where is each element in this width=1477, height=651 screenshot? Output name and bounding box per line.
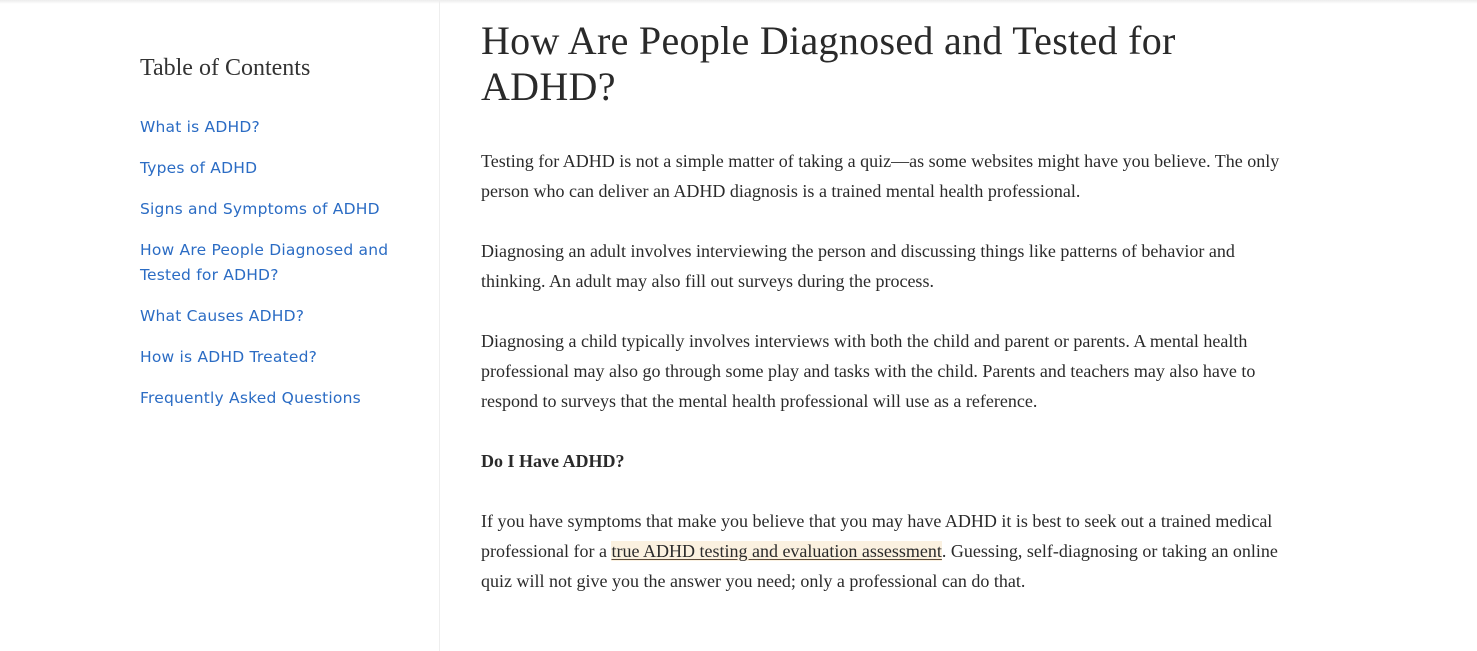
toc-link-what-is-adhd[interactable]: What is ADHD?: [140, 118, 260, 136]
toc-item: [140, 304, 410, 329]
article-paragraph: Diagnosing an adult involves interviewing the person and discussing things like patterns of behavior and thinking. An adult may also fill out surveys during the process.: [481, 241, 1235, 291]
toc-item: [140, 345, 410, 370]
toc-item: [140, 197, 410, 222]
paragraph-text-after: . Guessing, self-diagnosing or taking an online quiz will not give you the answer you need; only a professional can do that.: [481, 541, 1278, 591]
toc-item: [140, 115, 410, 140]
toc-item: [140, 156, 410, 181]
toc-link-faq[interactable]: Frequently Asked Questions: [140, 389, 361, 407]
toc-link-signs-and-symptoms[interactable]: Signs and Symptoms of ADHD: [140, 200, 380, 218]
toc-link-what-causes-adhd[interactable]: What Causes ADHD?: [140, 307, 305, 325]
testing-assessment-link[interactable]: true ADHD testing and evaluation assessment: [611, 541, 942, 561]
paragraph-text-before: If you have symptoms that make you believe that you may have ADHD it is best to seek out a trained medical professional for a: [481, 511, 1273, 561]
table-of-contents-sidebar: [0, 0, 440, 651]
toc-list: [140, 115, 410, 427]
toc-link-diagnosed-and-tested[interactable]: How Are People Diagnosed and Tested for ADHD?: [140, 241, 389, 284]
toc-link-how-is-adhd-treated[interactable]: How is ADHD Treated?: [140, 348, 318, 366]
toc-title: Table of Contents: [140, 55, 311, 81]
article-paragraph: Testing for ADHD is not a simple matter of taking a quiz—as some websites might have you believe. The only person who can deliver an ADHD diagnosis is a trained mental health professional.: [481, 151, 1280, 201]
subheading-do-i-have-adhd: Do I Have ADHD?: [481, 451, 625, 471]
article-content: [481, 146, 1291, 596]
article-paragraph: Diagnosing a child typically involves interviews with both the child and parent or parents. A mental health professional may also go through some play and tasks with the child. Parents and teachers may also have to respond to surveys that the mental health professional will use as a reference.: [481, 331, 1256, 411]
toc-link-types-of-adhd[interactable]: Types of ADHD: [140, 159, 258, 177]
toc-item: [140, 238, 410, 288]
toc-item: [140, 386, 410, 411]
article-main: [481, 18, 1291, 626]
article-paragraph-final: [481, 506, 1291, 596]
article-title: How Are People Diagnosed and Tested for ADHD?: [481, 18, 1176, 109]
